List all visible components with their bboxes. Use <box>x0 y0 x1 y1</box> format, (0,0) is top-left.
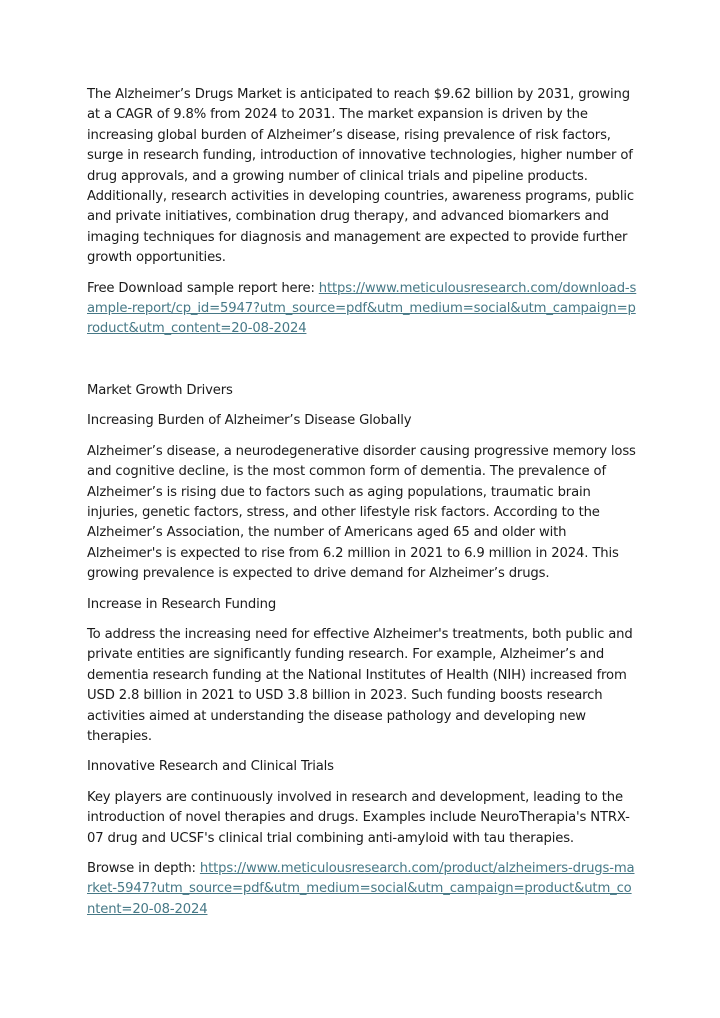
driver-1-title: Increasing Burden of Alzheimer’s Disease Globally <box>87 413 412 429</box>
browse-paragraph <box>87 859 637 920</box>
document-page <box>87 85 637 930</box>
browse-label: Browse in depth: <box>87 861 200 876</box>
sample-report-label: Free Download sample report here: <box>87 280 319 296</box>
section-spacer <box>87 350 637 381</box>
driver-3-title: Innovative Research and Clinical Trials <box>87 759 334 775</box>
driver-3-body: Key players are continuously involved in research and development, leading to the introduction of novel therapies and drugs. Examples include NeuroTherapia's NTRX-07 drug and UCSF's clinical trial combining anti-amyloid with tau therapies. <box>87 789 630 846</box>
driver-2-body: To address the increasing need for effective Alzheimer's treatments, both public and private entities are significantly funding research. For example, Alzheimer’s and dementia research funding at the National Institutes of Health (NIH) increased from USD 2.8 billion in 2021 to USD 3.8 billion in 2023. Such funding boosts research activities aimed at understanding the disease pathology and developing new therapies. <box>87 626 633 744</box>
sample-report-link[interactable]: https://www.meticulousresearch.com/download-sample-report/cp_id=5947?utm_source=pdf&utm_medium=social&utm_campaign=product&utm_content=20-08-2024 <box>87 280 637 337</box>
driver-1-body: Alzheimer’s disease, a neurodegenerative disorder causing progressive memory loss and cognitive decline, is the most common form of dementia. The prevalence of Alzheimer’s is rising due to factors such as aging populations, traumatic brain injuries, genetic factors, stress, and other lifestyle risk factors. According to the Alzheimer’s Association, the number of Americans aged 65 and older with Alzheimer's is expected to rise from 6.2 million in 2021 to 6.9 million in 2024. This growing prevalence is expected to drive demand for Alzheimer’s drugs. <box>87 443 636 582</box>
intro-paragraph: The Alzheimer’s Drugs Market is anticipated to reach $9.62 billion by 2031, growing at a CAGR of 9.8% from 2024 to 2031. The market expansion is driven by the increasing global burden of Alzheimer’s disease, rising prevalence of risk factors, surge in research funding, introduction of innovative technologies, higher number of drug approvals, and a growing number of clinical trials and pipeline products. Additionally, research activities in developing countries, awareness programs, public and private initiatives, combination drug therapy, and advanced biomarkers and imaging techniques for diagnosis and management are expected to provide further growth opportunities. <box>87 87 634 266</box>
browse-link[interactable]: https://www.meticulousresearch.com/product/alzheimers-drugs-market-5947?utm_source=pdf&utm_medium=social&utm_campaign=product&utm_content=20-08-2024 <box>87 861 635 917</box>
driver-2-title: Increase in Research Funding <box>87 596 277 612</box>
section-title: Market Growth Drivers <box>87 382 233 398</box>
sample-report-paragraph <box>87 279 637 340</box>
